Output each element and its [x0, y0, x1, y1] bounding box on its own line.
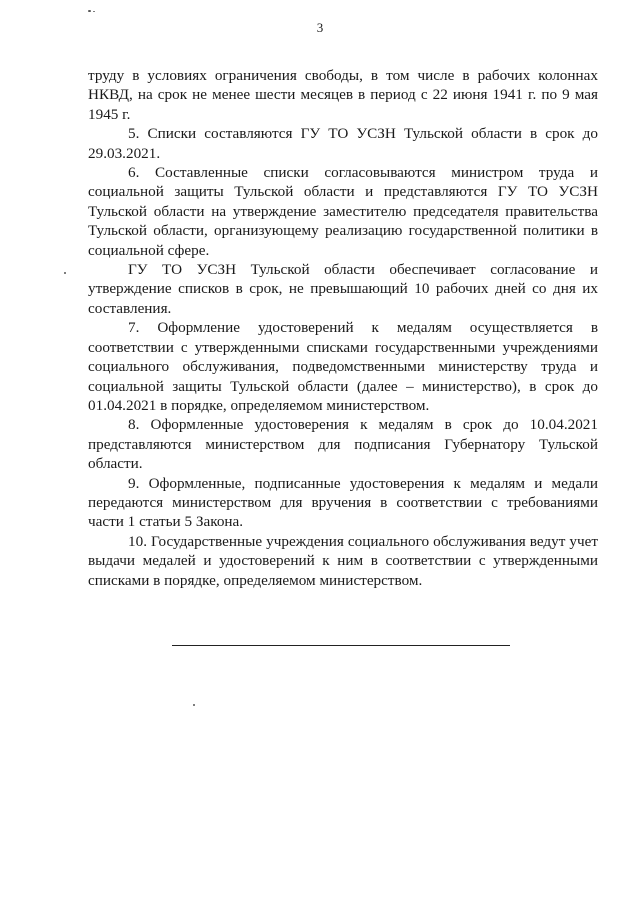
page-number: 3 [316, 20, 324, 35]
scan-speck [93, 11, 95, 12]
paragraph-item-6: 6. Составленные списки согласовываются министром труда и социальной защиты Тульской области и представляются ГУ ТО УСЗН Тульской области на утверждение заместителю председателя правительства Тульской области, организующему реализацию государственной политики в социальной сфере. [88, 164, 598, 259]
document-body [88, 66, 598, 590]
paragraph-continuation: труду в условиях ограничения свободы, в том числе в рабочих колоннах НКВД, на срок не менее шести месяцев в период с 22 июня 1941 г. по 9 мая 1945 г. [88, 67, 598, 123]
end-of-document-line [172, 645, 510, 646]
scan-speck [64, 272, 66, 274]
scan-speck [88, 10, 91, 12]
paragraph-item-8: 8. Оформленные удостоверения к медалям в срок до 10.04.2021 представляются министерством для подписания Губернатору Тульской области. [88, 416, 598, 473]
scan-speck [193, 704, 195, 706]
paragraph-item-5: 5. Списки составляются ГУ ТО УСЗН Тульской области в срок до 29.03.2021. [88, 125, 598, 162]
paragraph-item-9: 9. Оформленные, подписанные удостоверения к медалям и медали передаются министерством для вручения в соответствии с требованиями части 1 статьи 5 Закона. [88, 474, 598, 531]
paragraph-item-6-approval: ГУ ТО УСЗН Тульской области обеспечивает согласование и утверждение списков в срок, не превышающий 10 рабочих дней со дня их составления. [88, 261, 598, 317]
paragraph-item-7: 7. Оформление удостоверений к медалям осуществляется в соответствии с утвержденными списками государственными учреждениями социального обслуживания, подведомственными министерству труда и социальной защиты Тульской области (далее – министерство), в срок до 01.04.2021 в порядке, определяемом министерством. [88, 319, 598, 414]
paragraph-item-10: 10. Государственные учреждения социального обслуживания ведут учет выдачи медалей и удостоверений к ним в соответствии с утвержденными списками в порядке, определяемом министерством. [88, 532, 598, 589]
